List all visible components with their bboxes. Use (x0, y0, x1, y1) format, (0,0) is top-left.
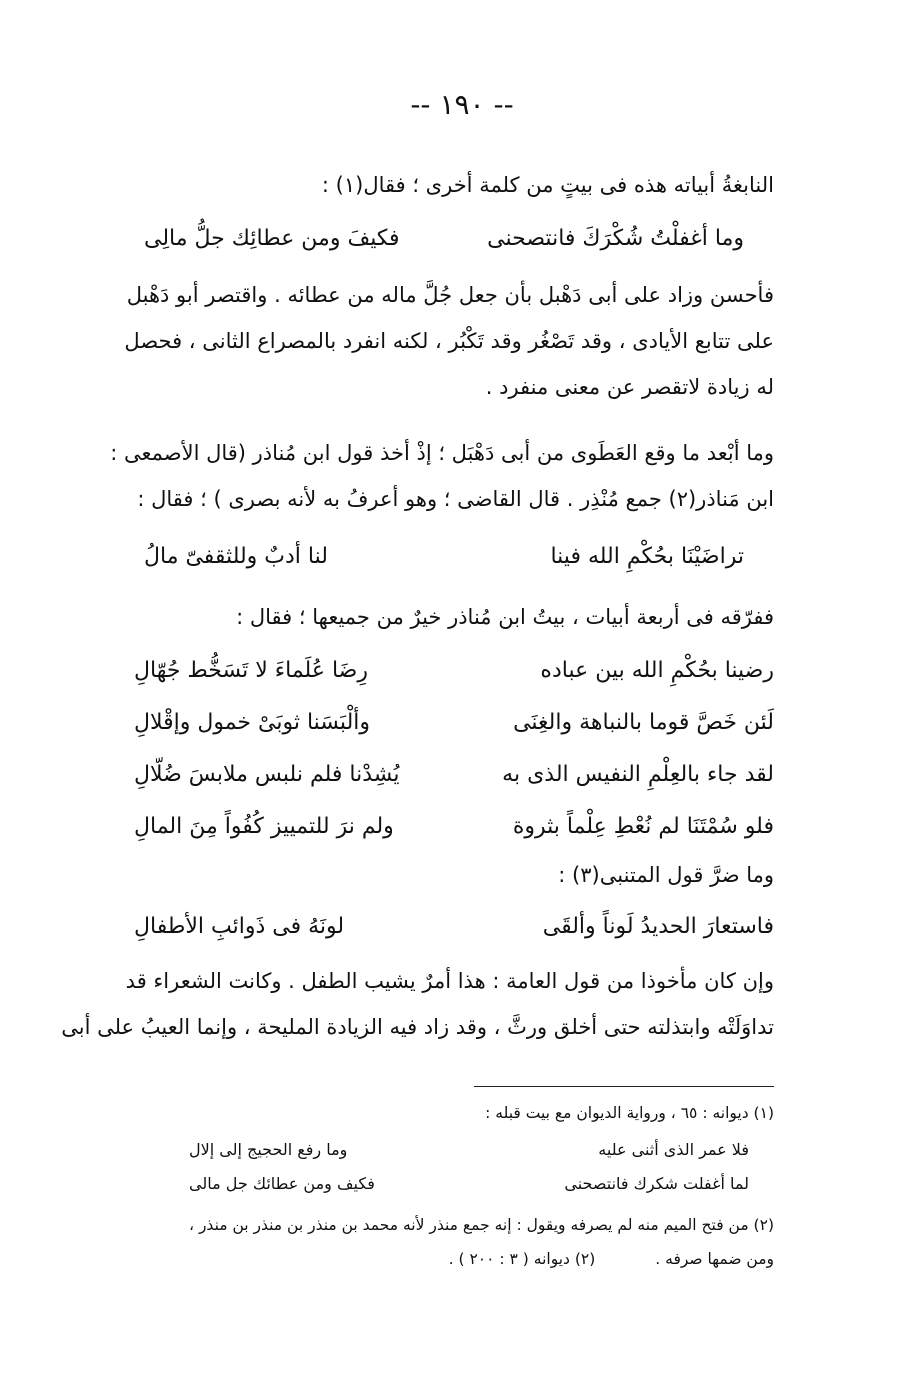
poem-verse-4 (134, 802, 774, 850)
poem-verse-4-second: ولم نرَ للتمييز كُفُواً مِنَ المالِ (134, 813, 394, 839)
footnote-1-verse-2-second: فكيف ومن عطائك جل مالى (189, 1173, 375, 1193)
poem-verse-1-second: رِضَا عُلَماءَ لا تَسَخُّط جُهّالِ (134, 657, 368, 683)
verse-1-second-hemistich: فكيفَ ومن عطائِك جلُّ مالِى (144, 225, 400, 251)
mutanabbi-line: وما ضرَّ قول المتنبى(٣) : (558, 863, 774, 887)
paragraph-1-line: فأحسن وزاد على أبى دَهْبل بأن جعل جُلَّ ماله من عطائه . واقتصر أبو دَهْبل (126, 283, 774, 307)
paragraph-4 (61, 958, 774, 1050)
paragraph-1-line: له زيادة لاتقصر عن معنى منفرد . (485, 375, 774, 399)
paragraph-4-line: تداوَلَتْه وابتذلته حتى أخلق ورثَّ ، وقد زاد فيه الزيادة المليحة ، وإنما العيبُ على أبى (61, 1015, 774, 1039)
footnote-2-line-1: (٢) من فتح الميم منه لم يصرفه ويقول : إنه جمع منذر لأنه محمد بن منذر بن منذر بن منذر ، (189, 1216, 774, 1234)
verse-2-second-hemistich: لنا أدبٌ وللثقفىّ مالُ (144, 543, 328, 569)
verse-3 (134, 902, 774, 950)
footnote-1-verse-1 (189, 1134, 749, 1164)
verse-1-first-hemistich: وما أغفلْتُ شُكْرَكَ فانتصحنى (487, 225, 744, 251)
poem-verse-2 (134, 698, 774, 746)
verse-2-first-hemistich: تراضَيْنَا بحُكْمِ الله فينا (550, 543, 744, 569)
paragraph-4-line: وإن كان مأخوذا من قول العامة : هذا أمرٌ يشيب الطفل . وكانت الشعراء قد (125, 969, 774, 993)
intro-line: النابغةُ أبياته هذه فى بيتٍ من كلمة أخرى ؛ فقال(١) : (321, 173, 774, 197)
paragraph-1 (114, 272, 774, 410)
footnote-3: (٢) ديوانه ( ٣ : ٢٠٠ ) . (448, 1250, 596, 1268)
poem-verse-2-first: لَئن خَصَّ قوما بالنباهة والغِنَى (513, 709, 774, 735)
verse-2 (144, 532, 744, 580)
poem-verse-2-second: وألْبَسَنا ثوبَىْ خمول وإقْلالِ (134, 709, 371, 735)
paragraph-2 (110, 430, 774, 522)
page-number: -- ١٩٠ -- (410, 88, 514, 121)
footnote-1-verse-2-first: لما أغفلت شكرك فانتصحنى (564, 1173, 749, 1193)
footnote-1-verse-1-second: وما رفع الحجيج إلى إلال (189, 1139, 348, 1159)
poem-verse-3-first: لقد جاء بالعِلْمِ النفيس الذى به (502, 761, 774, 787)
poem-verse-1-first: رضينا بحُكْمِ الله بين عباده (540, 657, 774, 683)
paragraph-2-line: وما أبْعد ما وقع العَطَوى من أبى دَهْبَل ؛ إذْ أخذ قول ابن مُناذر (قال الأصمعى : (110, 441, 774, 465)
poem-verse-1 (134, 646, 774, 694)
verse-3-second-hemistich: لونَهُ فى ذَوائبِ الأطفالِ (134, 913, 345, 939)
footnote-divider (474, 1086, 774, 1087)
paragraph-2-line: ابن مَناذر(٢) جمع مُنْذِر . قال القاضى ؛ وهو أعرفُ به لأنه بصرى ) ؛ فقال : (137, 487, 774, 511)
footnote-1-verse-1-first: فلا عمر الذى أثنى عليه (598, 1139, 749, 1159)
footnote-2-line-2: ومن ضمها صرفه . (655, 1250, 774, 1268)
poem-verse-4-first: فلو سُمْتَنَا لم نُعْطِ عِلْماً بثروة (512, 813, 774, 839)
paragraph-3: ففرّقه فى أربعة أبيات ، بيتُ ابن مُناذر خيرٌ من جميعها ؛ فقال : (236, 605, 774, 629)
footnote-2-3-line (94, 1244, 774, 1274)
verse-3-first-hemistich: فاستعارَ الحديدُ لَوناً وألقَى (542, 913, 774, 939)
footnote-1-verse-2 (189, 1168, 749, 1198)
poem-verse-3 (134, 750, 774, 798)
paragraph-1-line: على تتابع الأيادى ، وقد تَصْغُر وقد تَكْبُر ، لكنه انفرد بالمصراع الثانى ، فحصل (124, 329, 774, 353)
footnote-1-intro: (١) ديوانه : ٦٥ ، ورواية الديوان مع بيت قبله : (485, 1104, 774, 1122)
poem-verse-3-second: يُشِدْنا فلم نلبس ملابسَ ضُلّالِ (134, 761, 400, 787)
verse-1 (144, 214, 744, 262)
